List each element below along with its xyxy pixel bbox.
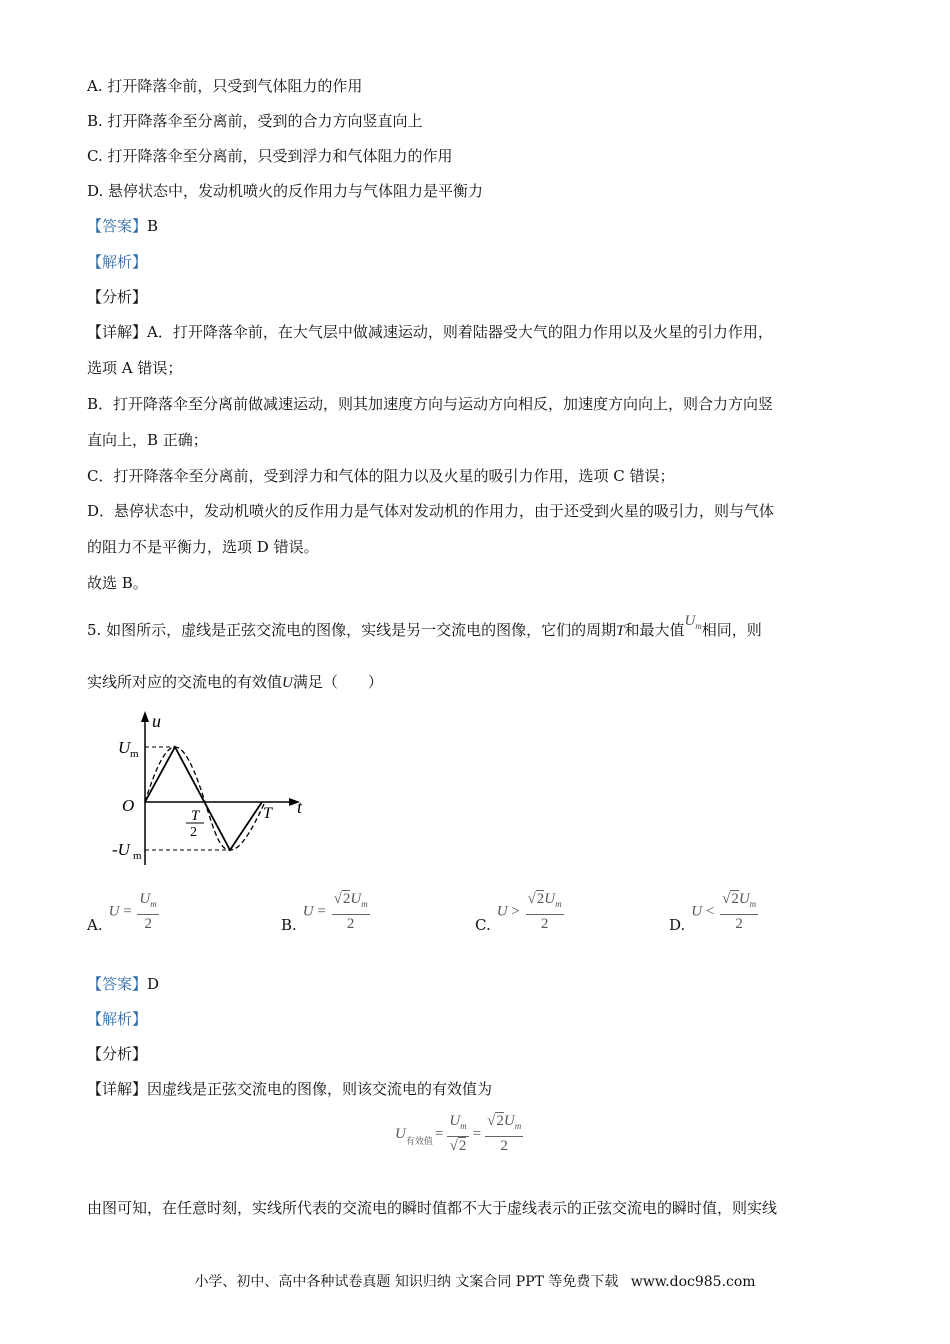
q5-text-c: 相同，则 (701, 621, 762, 639)
rms-formula: U $_{有效值}$ = $\frac{U_m}{√2}$ = $\frac{√2U_m}{2}$ (395, 1113, 522, 1154)
choice-d-label: D. (669, 916, 686, 934)
last-line: 由图可知，在任意时刻，实线所代表的交流电的瞬时值都不大于虚线表示的正弦交流电的瞬时值，则实线 (87, 1199, 778, 1217)
triangle-solid-curve (145, 747, 262, 850)
answer2-label: 【答案】 (87, 975, 148, 993)
choice-a-formula: U = $\frac{U_m}{2}$ (108, 891, 157, 932)
answer-value: B (147, 217, 159, 235)
detail-line-4: 直向上，B 正确； (87, 431, 208, 449)
footer-url[interactable]: www.doc985.com (630, 1274, 756, 1290)
option-d: D. 悬停状态中，发动机喷火的反作用力与气体阻力是平衡力 (87, 182, 484, 200)
choice-b-formula: U = $\frac{√2U_m}{2}$ (302, 891, 368, 932)
answer-line (87, 216, 158, 236)
fenxi-label: 【分析】 (87, 288, 148, 306)
choice-c-formula: U > $\frac{√2U_m}{2}$ (496, 891, 562, 932)
question-5-line-1 (87, 613, 762, 646)
neg-um-sub: m (133, 850, 142, 862)
t-period-label: T (263, 805, 272, 822)
u-label: u (152, 711, 161, 731)
q5-text2a: 实线所对应的交流电的有效值 (87, 673, 283, 691)
choice-c-label: C. (475, 916, 491, 934)
answer-label: 【答案】 (87, 217, 148, 235)
fenxi2-label: 【分析】 (87, 1045, 148, 1063)
q5-text2b: 满足（ ） (292, 673, 383, 691)
choice-b-label: B. (281, 916, 297, 934)
detail-line-1 (87, 322, 773, 342)
detail-line-5: C．打开降落伞至分离前，受到浮力和气体的阻力以及火星的吸引力作用，选项 C 错误； (87, 467, 675, 485)
detail2-text: 因虚线是正弦交流电的图像，则该交流电的有效值为 (147, 1080, 493, 1098)
option-a: A. 打开降落伞前，只受到气体阻力的作用 (87, 77, 363, 95)
detail2-line (87, 1079, 492, 1099)
conclusion: 故选 B。 (87, 574, 148, 592)
choice-d (669, 890, 760, 934)
um-label: U (118, 738, 131, 757)
footer (0, 1271, 950, 1291)
footer-text: 小学、初中、高中各种试卷真题 知识归纳 文案合同 PPT 等免费下载 (194, 1274, 619, 1290)
t-half-den: 2 (190, 825, 197, 840)
detail-label: 【详解】 (87, 323, 148, 341)
choice-b (281, 890, 372, 934)
q5-T: T (616, 623, 625, 639)
choice-a (87, 890, 161, 934)
choice-d-formula: U < $\frac{√2U_m}{2}$ (691, 891, 757, 932)
neg-um-label: -U (112, 840, 130, 859)
detail-line-2: 选项 A 错误； (87, 359, 183, 377)
detail2-label: 【详解】 (87, 1080, 148, 1098)
detail-line-3: B．打开降落伞至分离前做减速运动，则其加速度方向与运动方向相反，加速度方向向上，则合力方向竖 (87, 395, 774, 413)
question-5-line-2 (87, 672, 383, 693)
u-axis-arrow (141, 711, 149, 722)
choice-a-label: A. (87, 916, 103, 934)
um-sub: m (130, 748, 139, 760)
analysis-label: 【解析】 (87, 253, 148, 271)
detail-text-1: A．打开降落伞前，在大气层中做减速运动，则着陆器受大气的阻力作用以及火星的引力作用， (147, 323, 773, 341)
option-c: C. 打开降落伞至分离前，只受到浮力和气体阻力的作用 (87, 147, 453, 165)
detail-line-6: D．悬停状态中，发动机喷火的反作用力是气体对发动机的作用力，由于还受到火星的吸引力，则与气体 (87, 502, 775, 520)
t-label: t (297, 797, 303, 817)
analysis2-label: 【解析】 (87, 1010, 148, 1028)
q5-text-b: 和最大值 (624, 621, 685, 639)
origin-label: O (122, 796, 135, 815)
waveform-graph (100, 705, 320, 870)
option-b: B. 打开降落伞至分离前，受到的合力方向竖直向上 (87, 112, 423, 130)
t-half-num: T (191, 808, 200, 824)
q5-U: U (282, 675, 293, 691)
sine-dashed-curve (145, 747, 265, 850)
q5-text-a: 5. 如图所示，虚线是正弦交流电的图像，实线是另一交流电的图像，它们的周期 (87, 621, 617, 639)
choice-c (475, 890, 566, 934)
answer2-line (87, 974, 159, 994)
q5-Um: $U_m$ (684, 613, 702, 631)
detail-line-7: 的阻力不是平衡力，选项 D 错误。 (87, 538, 319, 556)
answer2-value: D (147, 975, 160, 993)
